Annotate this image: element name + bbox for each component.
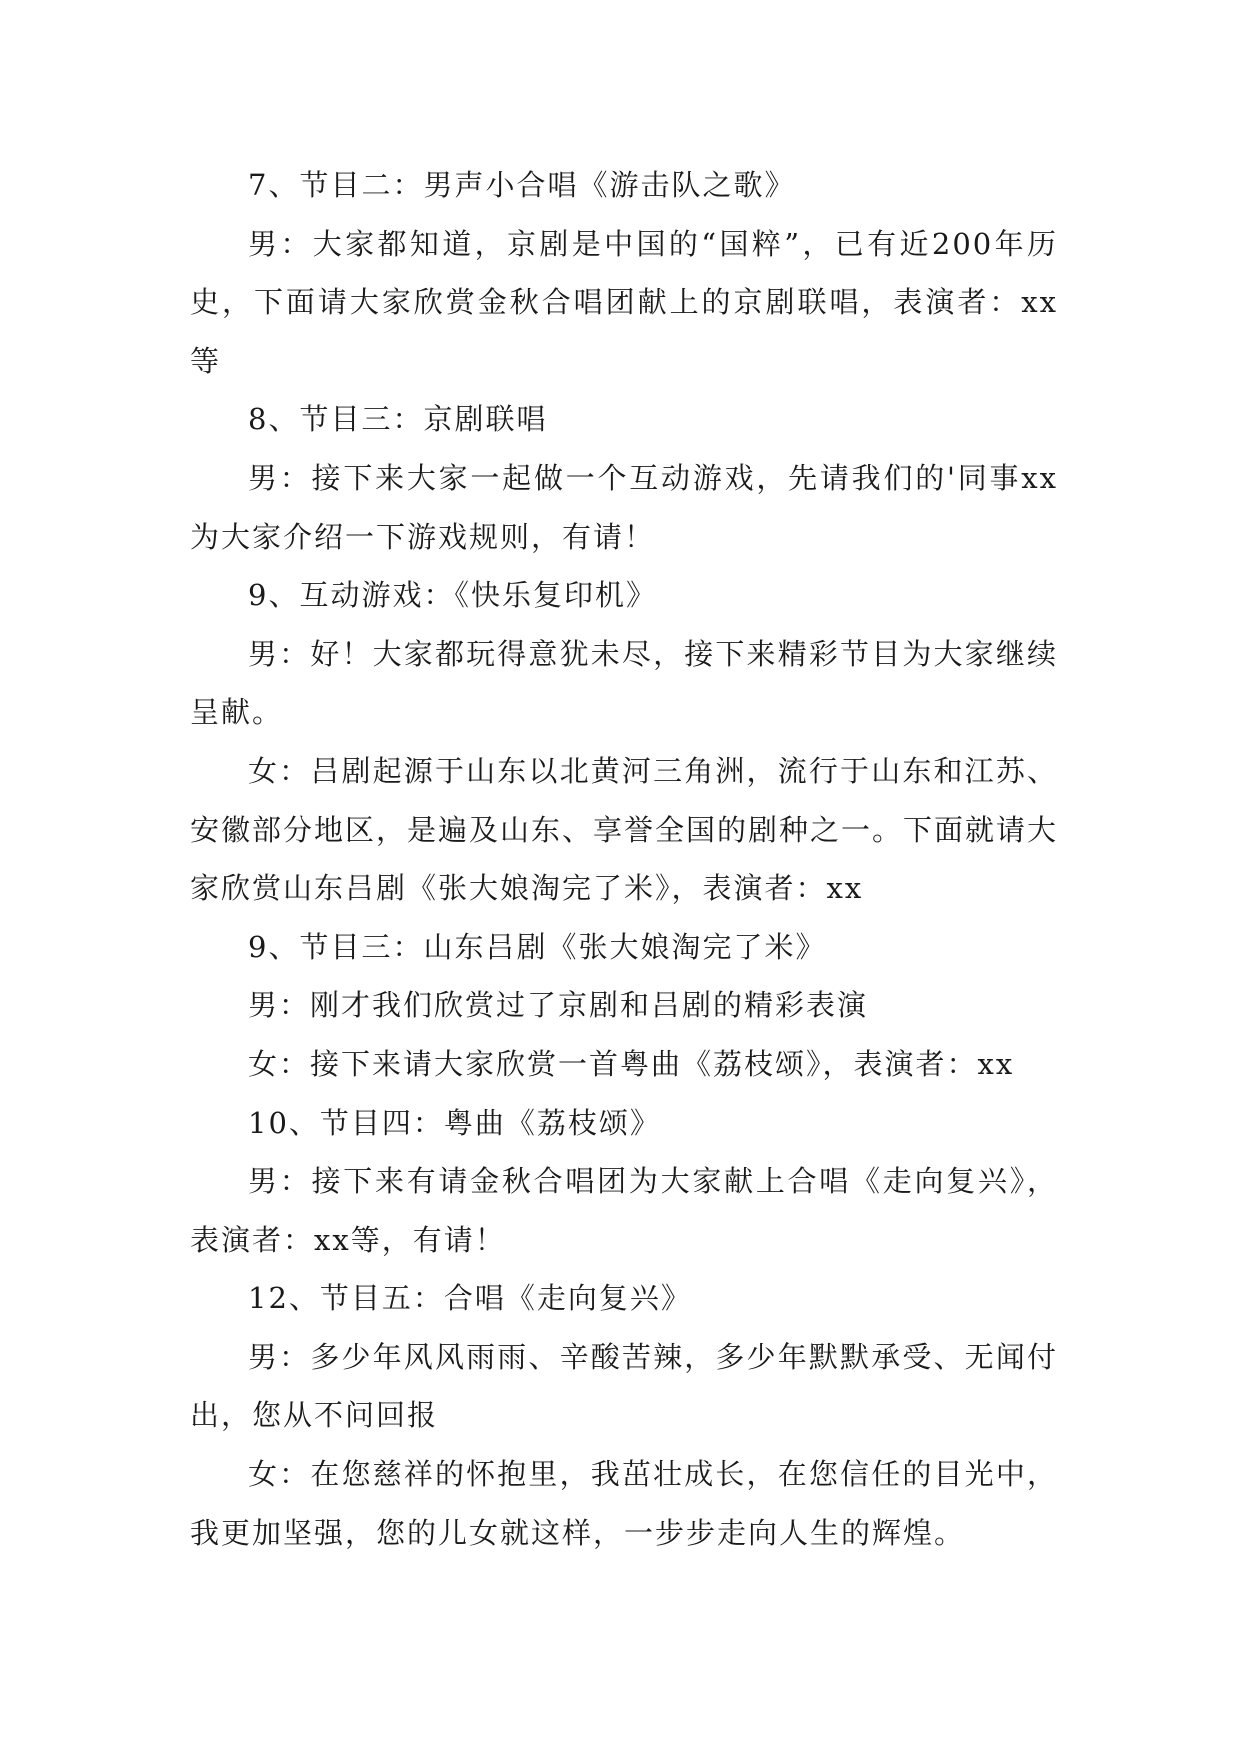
- paragraph-program-2: 7、节目二：男声小合唱《游击队之歌》: [248, 168, 796, 202]
- paragraph-program-3: 8、节目三：京剧联唱: [248, 402, 548, 437]
- paragraph-female-lu-opera-intro: 女：吕剧起源于山东以北黄河三角洲，流行于山东和江苏、安徽部分地区，是遍及山东、享誉全国的剧种之一。下面就请大家欣赏山东吕剧《张大娘淘完了米》，表演者：xx: [190, 753, 1059, 906]
- paragraph-male-chorus-intro: 男：接下来有请金秋合唱团为大家献上合唱《走向复兴》，表演者：xx等，有请！: [190, 1164, 1058, 1257]
- paragraph-male-recap: 男：刚才我们欣赏过了京剧和吕剧的精彩表演: [248, 988, 869, 1023]
- paragraph-female-cantonese-intro: 女：接下来请大家欣赏一首粤曲《荔枝颂》，表演者：xx: [248, 1046, 1015, 1081]
- paragraph-male-peking-opera-intro: 男：大家都知道，京剧是中国的“国粹”，已有近200年历史，下面请大家欣赏金秋合唱团献上的京剧联唱，表演者：xx等: [190, 226, 1058, 378]
- paragraph-program-5: 12、节目五：合唱《走向复兴》: [248, 1281, 692, 1316]
- paragraph-program-4: 10、节目四：粤曲《荔枝颂》: [248, 1105, 661, 1140]
- document-body: [190, 156, 1058, 1562]
- paragraph-male-tribute: 男：多少年风风雨雨、辛酸苦辣，多少年默默承受、无闻付出，您从不问回报: [190, 1339, 1058, 1433]
- paragraph-female-tribute: 女：在您慈祥的怀抱里，我茁壮成长，在您信任的目光中，我更加坚强，您的儿女就这样，一步步走向人生的辉煌。: [190, 1457, 1058, 1550]
- paragraph-male-continue: 男：好！大家都玩得意犹未尽，接下来精彩节目为大家继续呈献。: [190, 636, 1058, 730]
- paragraph-male-game-intro: 男：接下来大家一起做一个互动游戏，先请我们的'同事xx为大家介绍一下游戏规则，有请！: [190, 460, 1058, 554]
- paragraph-interactive-game: 9、互动游戏：《快乐复印机》: [248, 578, 657, 613]
- paragraph-program-lu-opera: 9、节目三：山东吕剧《张大娘淘完了米》: [248, 929, 827, 964]
